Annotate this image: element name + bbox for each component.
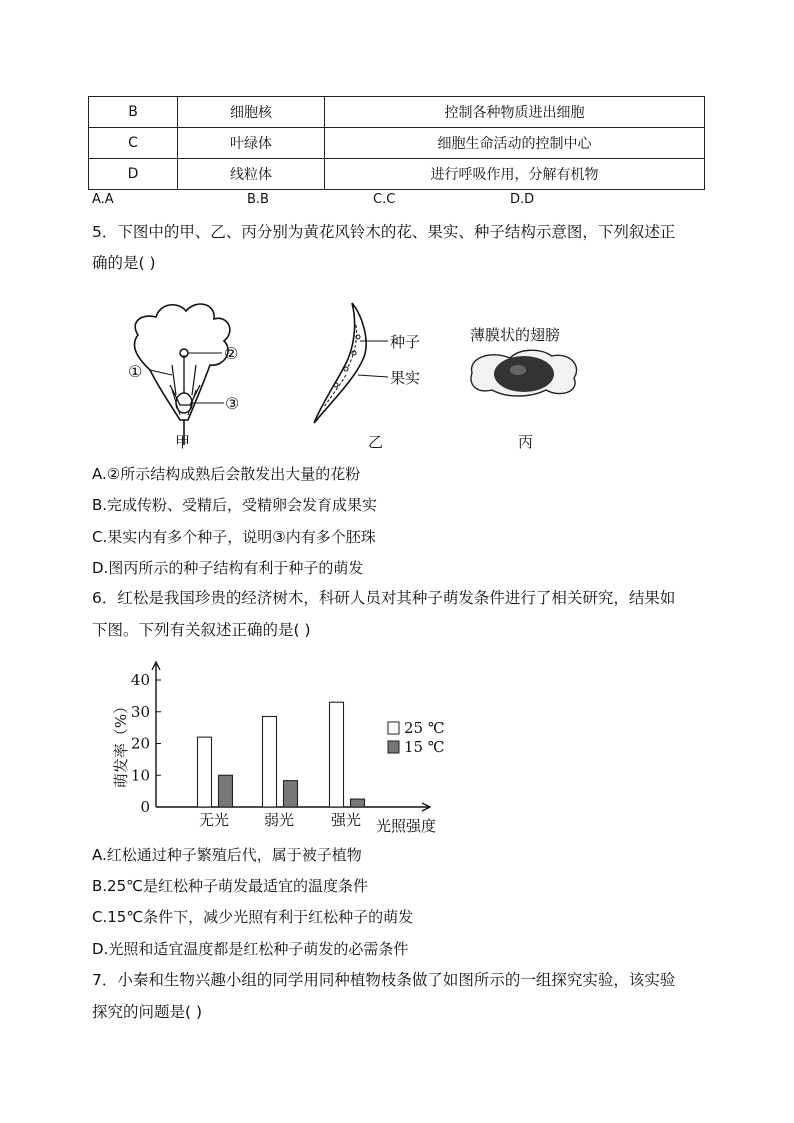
y-tick-label: 10: [130, 766, 150, 785]
y-tick-label: 0: [140, 798, 150, 816]
row-structure: 线粒体: [178, 159, 325, 190]
table-row: [89, 128, 705, 159]
row-structure: 叶绿体: [178, 128, 325, 159]
q5-option-c[interactable]: C.果实内有多个种子，说明③内有多个胚珠: [92, 528, 376, 546]
q7-stem-line1: 7．小秦和生物兴趣小组的同学用同种植物枝条做了如图所示的一组探究实验，该实验: [92, 971, 676, 989]
bar: [263, 717, 277, 807]
table-row: [89, 97, 705, 128]
legend-label: 15 ℃: [404, 738, 445, 756]
q4-answer-choices: [92, 192, 712, 212]
seed-label: 种子: [390, 333, 421, 351]
legend-swatch: [388, 741, 399, 753]
flower-diagram: [120, 295, 260, 455]
chart-bars: [198, 702, 365, 807]
answer-choice-a[interactable]: A.A: [92, 192, 114, 207]
caption-bing: 丙: [518, 433, 534, 451]
chart-legend: [388, 719, 445, 756]
fruit-diagram: [300, 295, 440, 435]
q7-stem-line2: 探究的问题是( ): [92, 1003, 203, 1021]
x-tick-label: 弱光: [263, 811, 295, 829]
y-axis-label: 萌发率（%）: [112, 698, 130, 789]
answer-choice-d[interactable]: D.D: [510, 192, 535, 207]
bar: [219, 775, 233, 807]
answer-choice-c[interactable]: C.C: [373, 192, 396, 207]
caption-yi: 乙: [368, 433, 384, 451]
legend-label: 25 ℃: [404, 719, 445, 737]
legend-swatch: [388, 722, 399, 734]
germination-bar-chart: [0, 650, 794, 840]
bar: [351, 799, 365, 807]
q5-stem-line1: 5．下图中的甲、乙、丙分别为黄花风铃木的花、果实、种子结构示意图，下列叙述正: [92, 223, 676, 241]
x-axis-label: 光照强度: [376, 817, 437, 835]
bar: [198, 737, 212, 807]
q6-stem-line2: 下图。下列有关叙述正确的是( ): [92, 621, 311, 639]
x-tick-label: 无光: [198, 811, 230, 829]
seed-diagram: [460, 318, 590, 398]
bar: [284, 781, 298, 807]
q5-option-d[interactable]: D.图丙所示的种子结构有利于种子的萌发: [92, 559, 364, 577]
q6-option-d[interactable]: D.光照和适宜温度都是红松种子萌发的必需条件: [92, 940, 409, 958]
fruit-label: 果实: [390, 369, 421, 387]
q6-option-b[interactable]: B.25℃是红松种子萌发最适宜的温度条件: [92, 877, 368, 895]
q4-options-table: [88, 96, 705, 190]
q5-stem-line2: 确的是( ): [92, 254, 156, 272]
row-structure: 细胞核: [178, 97, 325, 128]
q5-option-b[interactable]: B.完成传粉、受精后，受精卵会发育成果实: [92, 496, 378, 514]
y-tick-label: 30: [130, 702, 150, 721]
y-tick-label: 20: [130, 734, 150, 753]
label-2: ②: [224, 344, 239, 363]
q6-option-a[interactable]: A.红松通过种子繁殖后代，属于被子植物: [92, 846, 362, 864]
row-function: 进行呼吸作用，分解有机物: [325, 159, 705, 190]
q5-option-a[interactable]: A.②所示结构成熟后会散发出大量的花粉: [92, 465, 361, 483]
label-3: ③: [225, 394, 240, 413]
row-letter: C: [89, 128, 178, 159]
row-letter: D: [89, 159, 178, 190]
row-letter: B: [89, 97, 178, 128]
label-1: ①: [128, 362, 143, 381]
table-row: [89, 159, 705, 190]
wing-label: 薄膜状的翅膀: [470, 326, 561, 344]
y-tick-label: 40: [130, 671, 150, 689]
q6-stem-line1: 6．红松是我国珍贵的经济树木，科研人员对其种子萌发条件进行了相关研究，结果如: [92, 589, 676, 607]
row-function: 细胞生命活动的控制中心: [325, 128, 705, 159]
x-tick-label: 强光: [330, 811, 362, 829]
caption-jia: 甲: [175, 433, 191, 451]
q6-option-c[interactable]: C.15℃条件下，减少光照有利于红松种子的萌发: [92, 908, 414, 926]
row-function: 控制各种物质进出细胞: [325, 97, 705, 128]
bar: [330, 702, 344, 807]
answer-choice-b[interactable]: B.B: [247, 192, 269, 207]
